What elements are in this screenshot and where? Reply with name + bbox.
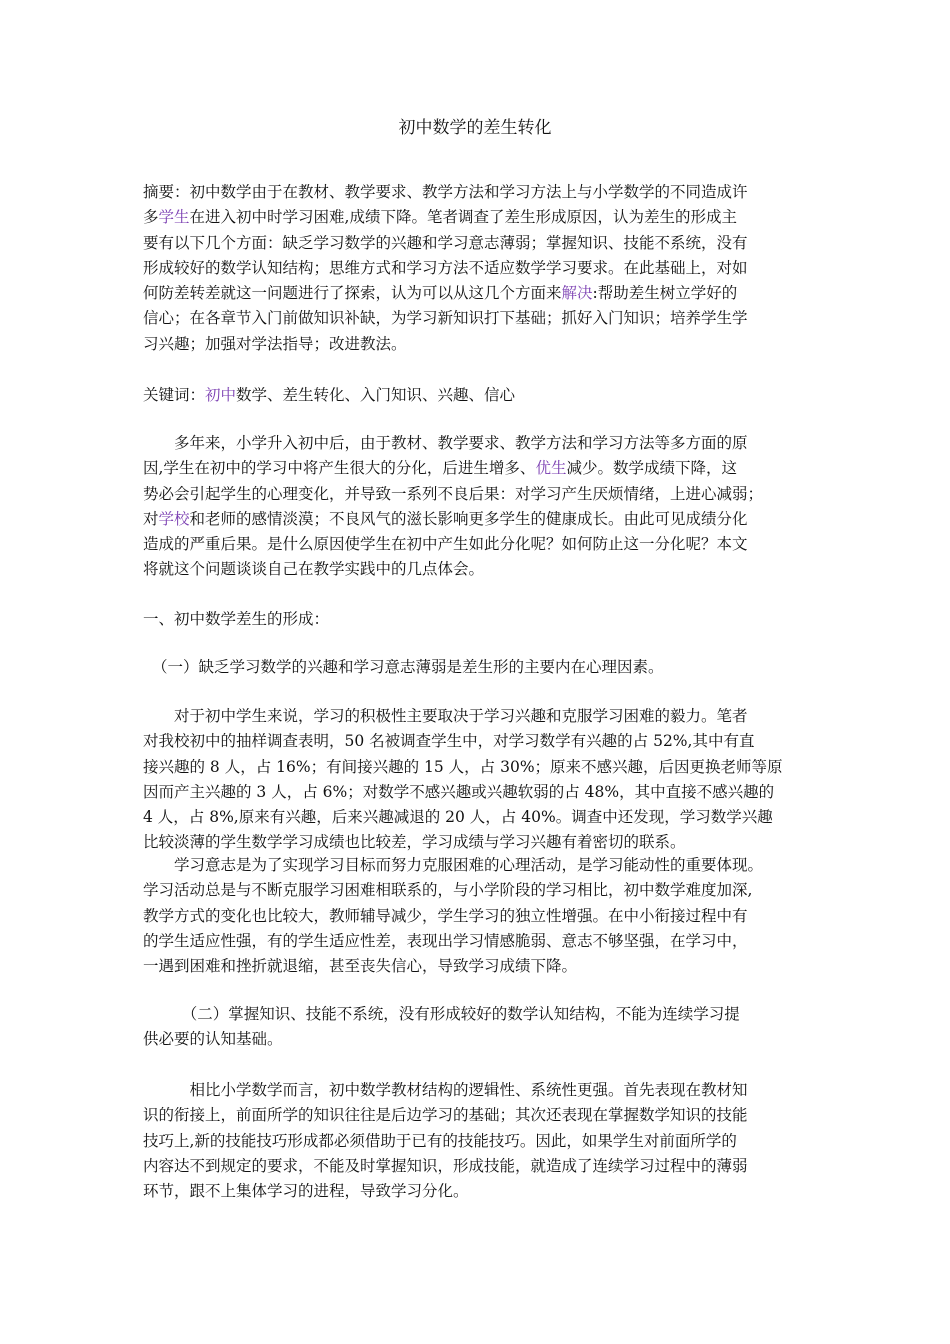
paragraph-line: 内容达不到规定的要求，不能及时掌握知识，形成技能，就造成了连续学习过程中的薄弱 <box>143 1156 748 1175</box>
intro-line: 多年来，小学升入初中后，由于教材、教学要求、教学方法和学习方法等多方面的原 <box>143 434 748 452</box>
paragraph-line: 教学方式的变化也比较大，教师辅导减少，学生学习的独立性增强。在中小衔接过程中有 <box>143 906 748 925</box>
intro-line: 势必会引起学生的心理变化，并导致一系列不良后果：对学习产生厌烦情绪，上进心减弱； <box>143 484 764 503</box>
paragraph-line: 接兴趣的 8 人，占 16%；有间接兴趣的 15 人，占 30%；原来不感兴趣，后因更换老师等原 <box>143 757 783 776</box>
subsection-heading-line: （二）掌握知识、技能不系统，没有形成较好的数学认知结构，不能为连续学习提 <box>143 1005 740 1023</box>
body-paragraph <box>143 1078 810 1204</box>
paragraph-line: 的学生适应性强，有的学生适应性差，表现出学习情感脆弱、意志不够坚强，在学习中， <box>143 931 748 950</box>
paragraph-line: 技巧上,新的技能技巧形成都必须借助于已有的技能技巧。因此，如果学生对前面所学的 <box>143 1131 737 1150</box>
link-solve[interactable]: 解决 <box>561 284 593 303</box>
link-school[interactable]: 学校 <box>158 509 190 528</box>
keywords-line <box>143 383 810 408</box>
paragraph-line: 4 人，占 8%,原来有兴趣，后来兴趣减退的 20 人，占 40%。调查中还发现，学习数学兴趣 <box>143 808 773 827</box>
paragraph-line: 环节，跟不上集体学习的进程，导致学习分化。 <box>143 1182 469 1201</box>
link-junior-high[interactable]: 初中 <box>205 386 237 404</box>
abstract-line: 习兴趣；加强对学法指导；改进教法。 <box>143 334 407 353</box>
abstract-line: 何防差转差就这一问题进行了探索，认为可以从这几个方面来解决:帮助差生树立学好的 <box>143 284 738 303</box>
section-heading: 一、初中数学差生的形成： <box>143 610 330 628</box>
abstract-line: 多学生在进入初中时学习困难,成绩下降。笔者调查了差生形成原因，认为差生的形成主 <box>143 208 737 227</box>
intro-line: 将就这个问题谈谈自己在教学实践中的几点体会。 <box>143 560 485 579</box>
link-top-student[interactable]: 优生 <box>535 459 567 478</box>
paragraph-line: 一遇到困难和挫折就退缩，甚至丧失信心，导致学习成绩下降。 <box>143 957 578 976</box>
paragraph-line: 识的衔接上，前面所学的知识往往是后边学习的基础；其次还表现在掌握数学知识的技能 <box>143 1106 748 1125</box>
keywords-list: 数学、差生转化、入门知识、兴趣、信心 <box>236 386 516 404</box>
intro-line: 造成的严重后果。是什么原因使学生在初中产生如此分化呢？如何防止这一分化呢？本文 <box>143 535 748 554</box>
intro-line: 因,学生在初中的学习中将产生很大的分化，后进生增多、优生减少。数学成绩下降，这 <box>143 459 737 478</box>
link-student[interactable]: 学生 <box>158 208 190 227</box>
subsection-heading-text: （一）缺乏学习数学的兴趣和学习意志薄弱是差生形的主要内在心理因素。 <box>152 658 664 676</box>
subsection-heading <box>143 655 810 680</box>
paragraph-line: 学习活动总是与不断克服学习困难相联系的，与小学阶段的学习相比，初中数学难度加深, <box>143 881 753 900</box>
subsection-heading-line: 供必要的认知基础。 <box>143 1030 283 1049</box>
abstract-line: 信心；在各章节入门前做知识补缺，为学习新知识打下基础；抓好入门知识；培养学生学 <box>143 309 748 328</box>
intro-line: 对学校和老师的感情淡漠；不良风气的滋长影响更多学生的健康成长。由此可见成绩分化 <box>143 509 748 528</box>
abstract-paragraph <box>143 180 810 357</box>
abstract-line: 要有以下几个方面：缺乏学习数学的兴趣和学习意志薄弱；掌握知识、技能不系统，没有 <box>143 233 748 252</box>
body-paragraph <box>143 704 810 856</box>
abstract-line: 摘要：初中数学由于在教材、教学要求、教学方法和学习方法上与小学数学的不同造成许 <box>143 183 748 201</box>
subsection-heading <box>143 1002 810 1053</box>
body-paragraph <box>143 853 810 979</box>
paragraph-line: 相比小学数学而言，初中数学教材结构的逻辑性、系统性更强。首先表现在教材知 <box>143 1081 748 1099</box>
intro-paragraph <box>143 431 810 583</box>
paragraph-line: 因而产主兴趣的 3 人，占 6%；对数学不感兴趣或兴趣软弱的占 48%，其中直接不感兴趣的 <box>143 782 775 801</box>
paragraph-line: 对于初中学生来说，学习的积极性主要取决于学习兴趣和克服学习困难的毅力。笔者 <box>143 707 748 725</box>
paragraph-line: 比较淡薄的学生数学学习成绩也比较差，学习成绩与学习兴趣有着密切的联系。 <box>143 833 686 852</box>
paragraph-line: 学习意志是为了实现学习目标而努力克服困难的心理活动，是学习能动性的重要体现。 <box>143 856 764 874</box>
paragraph-line: 对我校初中的抽样调查表明，50 名被调查学生中，对学习数学有兴趣的占 52%,其中有直 <box>143 732 755 751</box>
document-title: 初中数学的差生转化 <box>398 118 552 138</box>
abstract-line: 形成较好的数学认知结构；思维方式和学习方法不适应数学学习要求。在此基础上，对如 <box>143 258 748 277</box>
keywords-prefix: 关键词： <box>143 386 206 404</box>
